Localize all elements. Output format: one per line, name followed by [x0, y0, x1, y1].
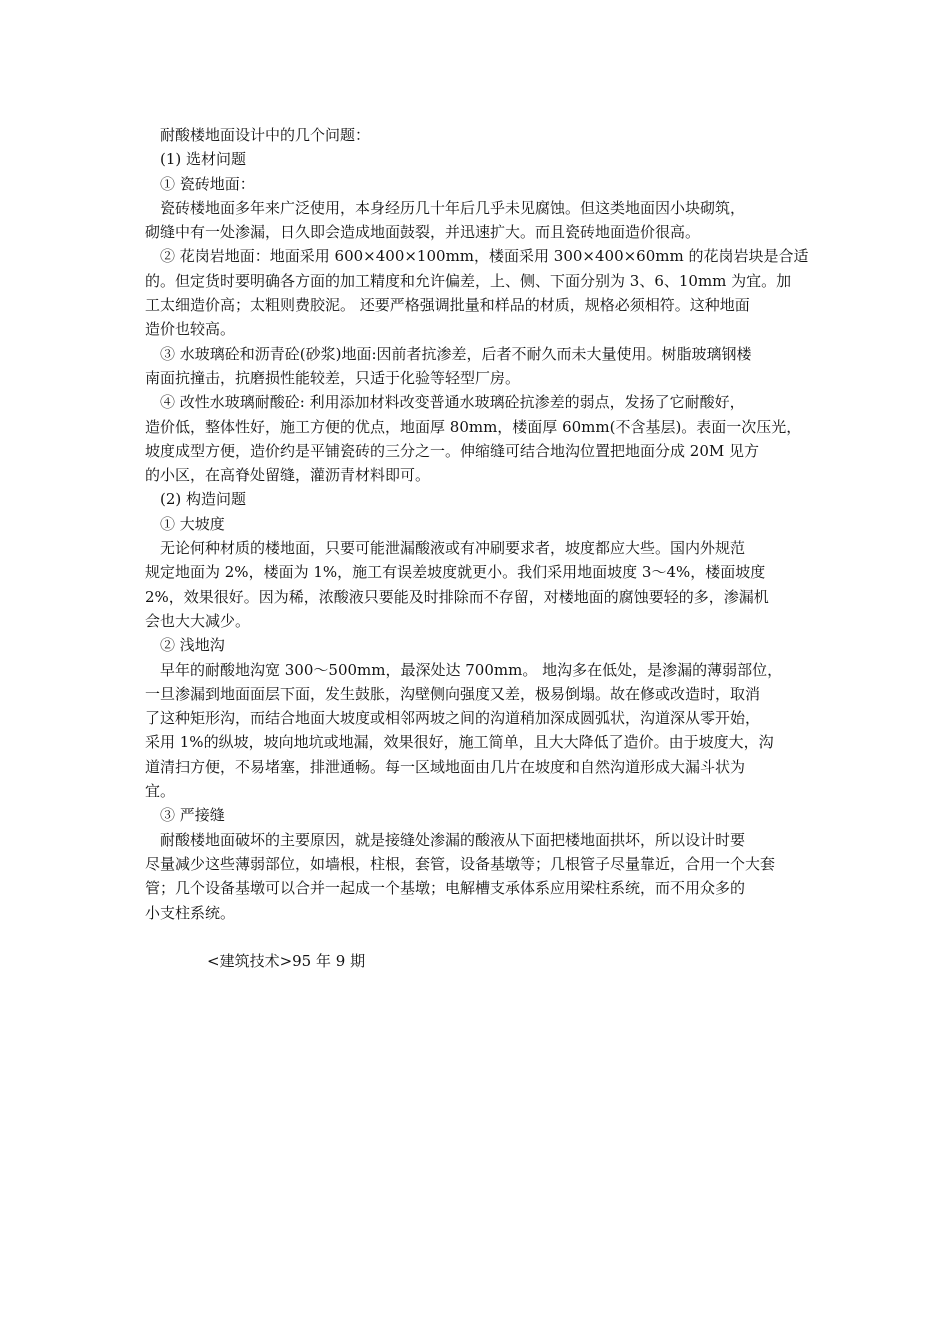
text-line: (1) 选材问题	[160, 150, 247, 169]
text-line: (2) 构造问题	[160, 490, 247, 509]
text-line: ② 花岗岩地面：地面采用 600×400×100mm，楼面采用 300×400×60mm 的花岗岩块是合适	[160, 247, 809, 266]
text-line: 规定地面为 2%，楼面为 1%，施工有误差坡度就更小。我们采用地面坡度 3～4%，楼面坡度	[145, 563, 766, 582]
text-line: 砌缝中有一处渗漏，日久即会造成地面鼓裂，并迅速扩大。而且瓷砖地面造价很高。	[145, 223, 701, 242]
text-line: 一旦渗漏到地面面层下面，发生鼓胀，沟壁侧向强度又差，极易倒塌。故在修或改造时，取消	[145, 684, 761, 703]
text-line: ③ 严接缝	[160, 806, 225, 825]
text-line: ① 瓷砖地面：	[160, 174, 255, 193]
source-citation: <建筑技术>95 年 9 期	[207, 952, 366, 971]
text-line: 耐酸楼地面设计中的几个问题：	[160, 126, 371, 144]
article-body	[145, 123, 810, 925]
text-line: 的小区，在高脊处留缝，灌沥青材料即可。	[145, 466, 431, 485]
text-line: 管；几个设备基墩可以合并一起成一个基墩；电解槽支承体系应用梁柱系统，而不用众多的	[145, 879, 746, 898]
text-line: 了这种矩形沟，而结合地面大坡度或相邻两坡之间的沟道稍加深成圆弧状，沟道深从零开始，	[145, 709, 761, 728]
text-line: 无论何种材质的楼地面，只要可能泄漏酸液或有冲刷要求者，坡度都应大些。国内外规范	[160, 539, 746, 558]
paragraph-gap	[145, 925, 810, 949]
text-line: 早年的耐酸地沟宽 300～500mm，最深处达 700mm。 地沟多在低处，是渗漏的薄弱部位，	[160, 660, 783, 679]
text-line: 小支柱系统。	[145, 903, 236, 922]
text-line: 造价低，整体性好，施工方便的优点，地面厚 80mm，楼面厚 60mm(不含基层)。表面一次压光，	[145, 417, 802, 436]
text-line: 工太细造价高；太粗则费胶泥。 还要严格强调批量和样品的材质，规格必须相符。这种地面	[145, 296, 750, 315]
text-line: 的。但定货时要明确各方面的加工精度和允许偏差，上、侧、下面分别为 3、6、10mm 为宜。加	[145, 271, 792, 290]
text-line: 瓷砖楼地面多年来广泛使用，本身经历几十年后几乎未见腐蚀。但这类地面因小块砌筑，	[160, 198, 746, 217]
text-line: 尽量减少这些薄弱部位，如墙根，柱根，套管，设备基墩等；几根管子尽量靠近，合用一个大套	[145, 854, 776, 873]
text-line: 2%，效果很好。因为稀，浓酸液只要能及时排除而不存留，对楼地面的腐蚀要轻的多，渗漏机	[145, 587, 769, 606]
document-page	[145, 123, 810, 973]
text-line: 造价也较高。	[145, 320, 236, 339]
text-line: 南面抗撞击，抗磨损性能较差，只适于化验等轻型厂房。	[145, 368, 521, 387]
text-line: 采用 1%的纵坡，坡向地坑或地漏，效果很好，施工简单，且大大降低了造价。由于坡度大，沟	[145, 733, 774, 752]
text-line: 耐酸楼地面破坏的主要原因，就是接缝处渗漏的酸液从下面把楼地面拱坏，所以设计时要	[160, 830, 746, 849]
text-line: ① 大坡度	[160, 514, 225, 533]
text-line: ② 浅地沟	[160, 636, 225, 655]
text-line: 宜。	[145, 782, 176, 801]
text-line: 道清扫方便，不易堵塞，排泄通畅。每一区域地面由几片在坡度和自然沟道形成大漏斗状为	[145, 757, 746, 776]
text-line: 会也大大减少。	[145, 611, 251, 630]
text-line: ④ 改性水玻璃耐酸砼: 利用添加材料改变普通水玻璃砼抗渗差的弱点，发扬了它耐酸好，	[160, 393, 745, 412]
text-line: 坡度成型方便，造价约是平铺瓷砖的三分之一。伸缩缝可结合地沟位置把地面分成 20M 见方	[145, 441, 759, 460]
text-line: ③ 水玻璃砼和沥青砼(砂浆)地面:因前者抗渗差，后者不耐久而未大量使用。树脂玻璃钢楼	[160, 344, 752, 363]
